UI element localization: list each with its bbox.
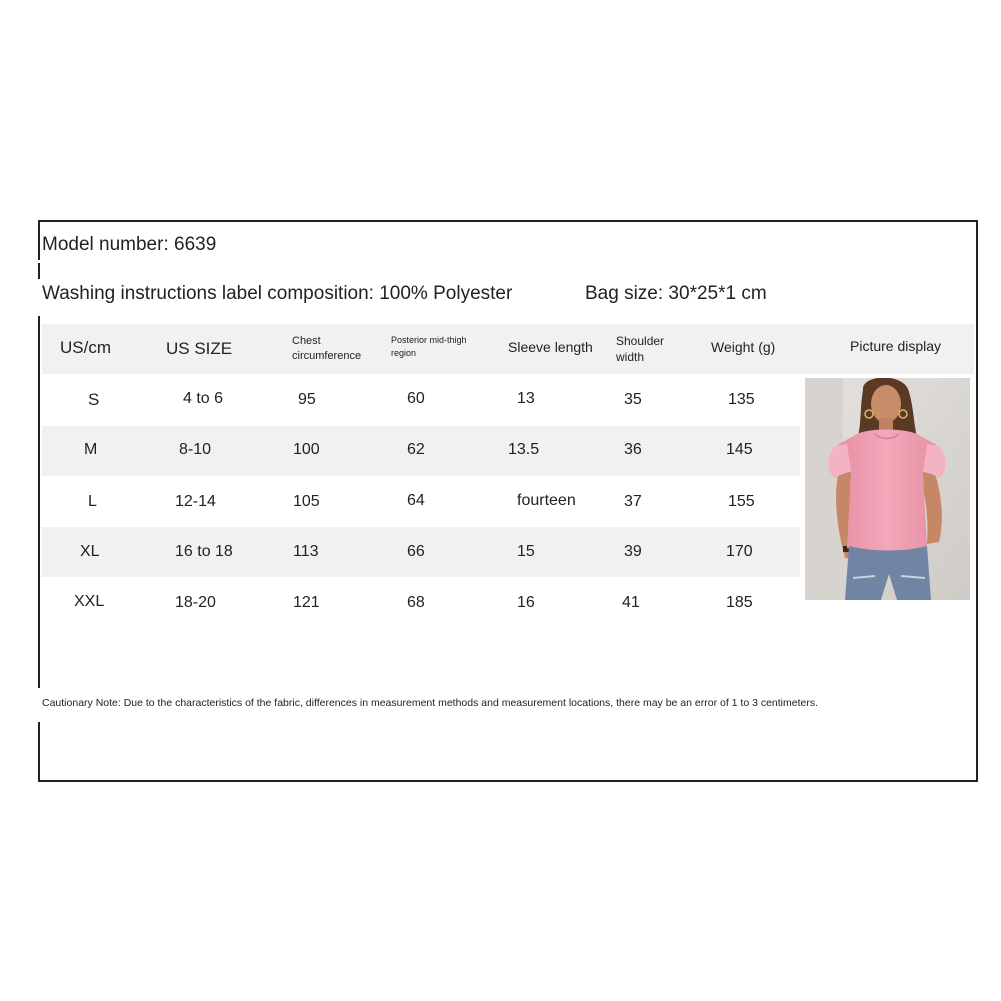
cell-size: L [88,493,97,510]
cell-us-size: 4 to 6 [183,390,224,407]
bag-size: Bag size: 30*25*1 cm [585,283,767,304]
cell-chest: 95 [298,391,316,408]
cell-size: XXL [74,593,105,610]
cell-weight: 155 [728,493,755,510]
cautionary-note: Cautionary Note: Due to the characteristics of the fabric, differences in measurement methods and measurement locations, there may be an error of 1 to 3 centimeters. [42,697,819,709]
cell-chest: 113 [293,543,319,560]
cell-sleeve: fourteen [517,492,576,509]
cell-shoulder: 36 [624,441,642,458]
cell-shoulder: 35 [624,391,642,408]
header-sleeve: Sleeve length [508,339,593,355]
frame-left-border [38,263,40,279]
frame-left-border [38,220,40,260]
model-number: Model number: 6639 [42,234,217,255]
cell-us-size: 16 to 18 [175,543,233,560]
header-posterior: Posterior mid-thigh region [391,335,467,358]
cell-us-size: 12-14 [175,493,216,510]
frame-left-border [38,722,40,782]
cell-sleeve: 13 [517,390,535,407]
cell-posterior: 66 [407,543,425,560]
cell-weight: 145 [726,441,753,458]
frame-left-border [38,316,40,688]
washing-instructions: Washing instructions label composition: 100% Polyester [42,283,513,304]
cell-sleeve: 16 [517,594,535,611]
cell-posterior: 68 [407,594,425,611]
cell-size: S [88,390,100,409]
cell-sleeve: 13.5 [508,441,540,458]
cell-weight: 135 [728,391,755,408]
product-photo [805,378,970,600]
header-us-size: US SIZE [166,339,233,358]
cell-size: XL [80,543,100,560]
cell-size: M [84,441,98,458]
header-us-cm: US/cm [60,338,111,357]
header-weight: Weight (g) [711,339,776,355]
cell-sleeve: 15 [517,543,535,560]
cell-us-size: 18-20 [175,594,216,611]
cell-posterior: 64 [407,492,425,509]
cell-posterior: 60 [407,390,425,407]
header-chest: Chest circumference [292,335,362,362]
cell-weight: 170 [726,543,753,560]
cell-chest: 105 [293,493,320,510]
cell-us-size: 8-10 [179,441,212,458]
cell-weight: 185 [726,594,753,611]
header-picture: Picture display [850,338,942,354]
cell-shoulder: 41 [622,594,640,611]
cell-shoulder: 37 [624,493,642,510]
header-shoulder: Shoulder width [616,334,665,364]
cell-shoulder: 39 [624,543,642,560]
cell-chest: 121 [293,594,320,611]
cell-chest: 100 [293,441,320,458]
cell-posterior: 62 [407,441,425,458]
